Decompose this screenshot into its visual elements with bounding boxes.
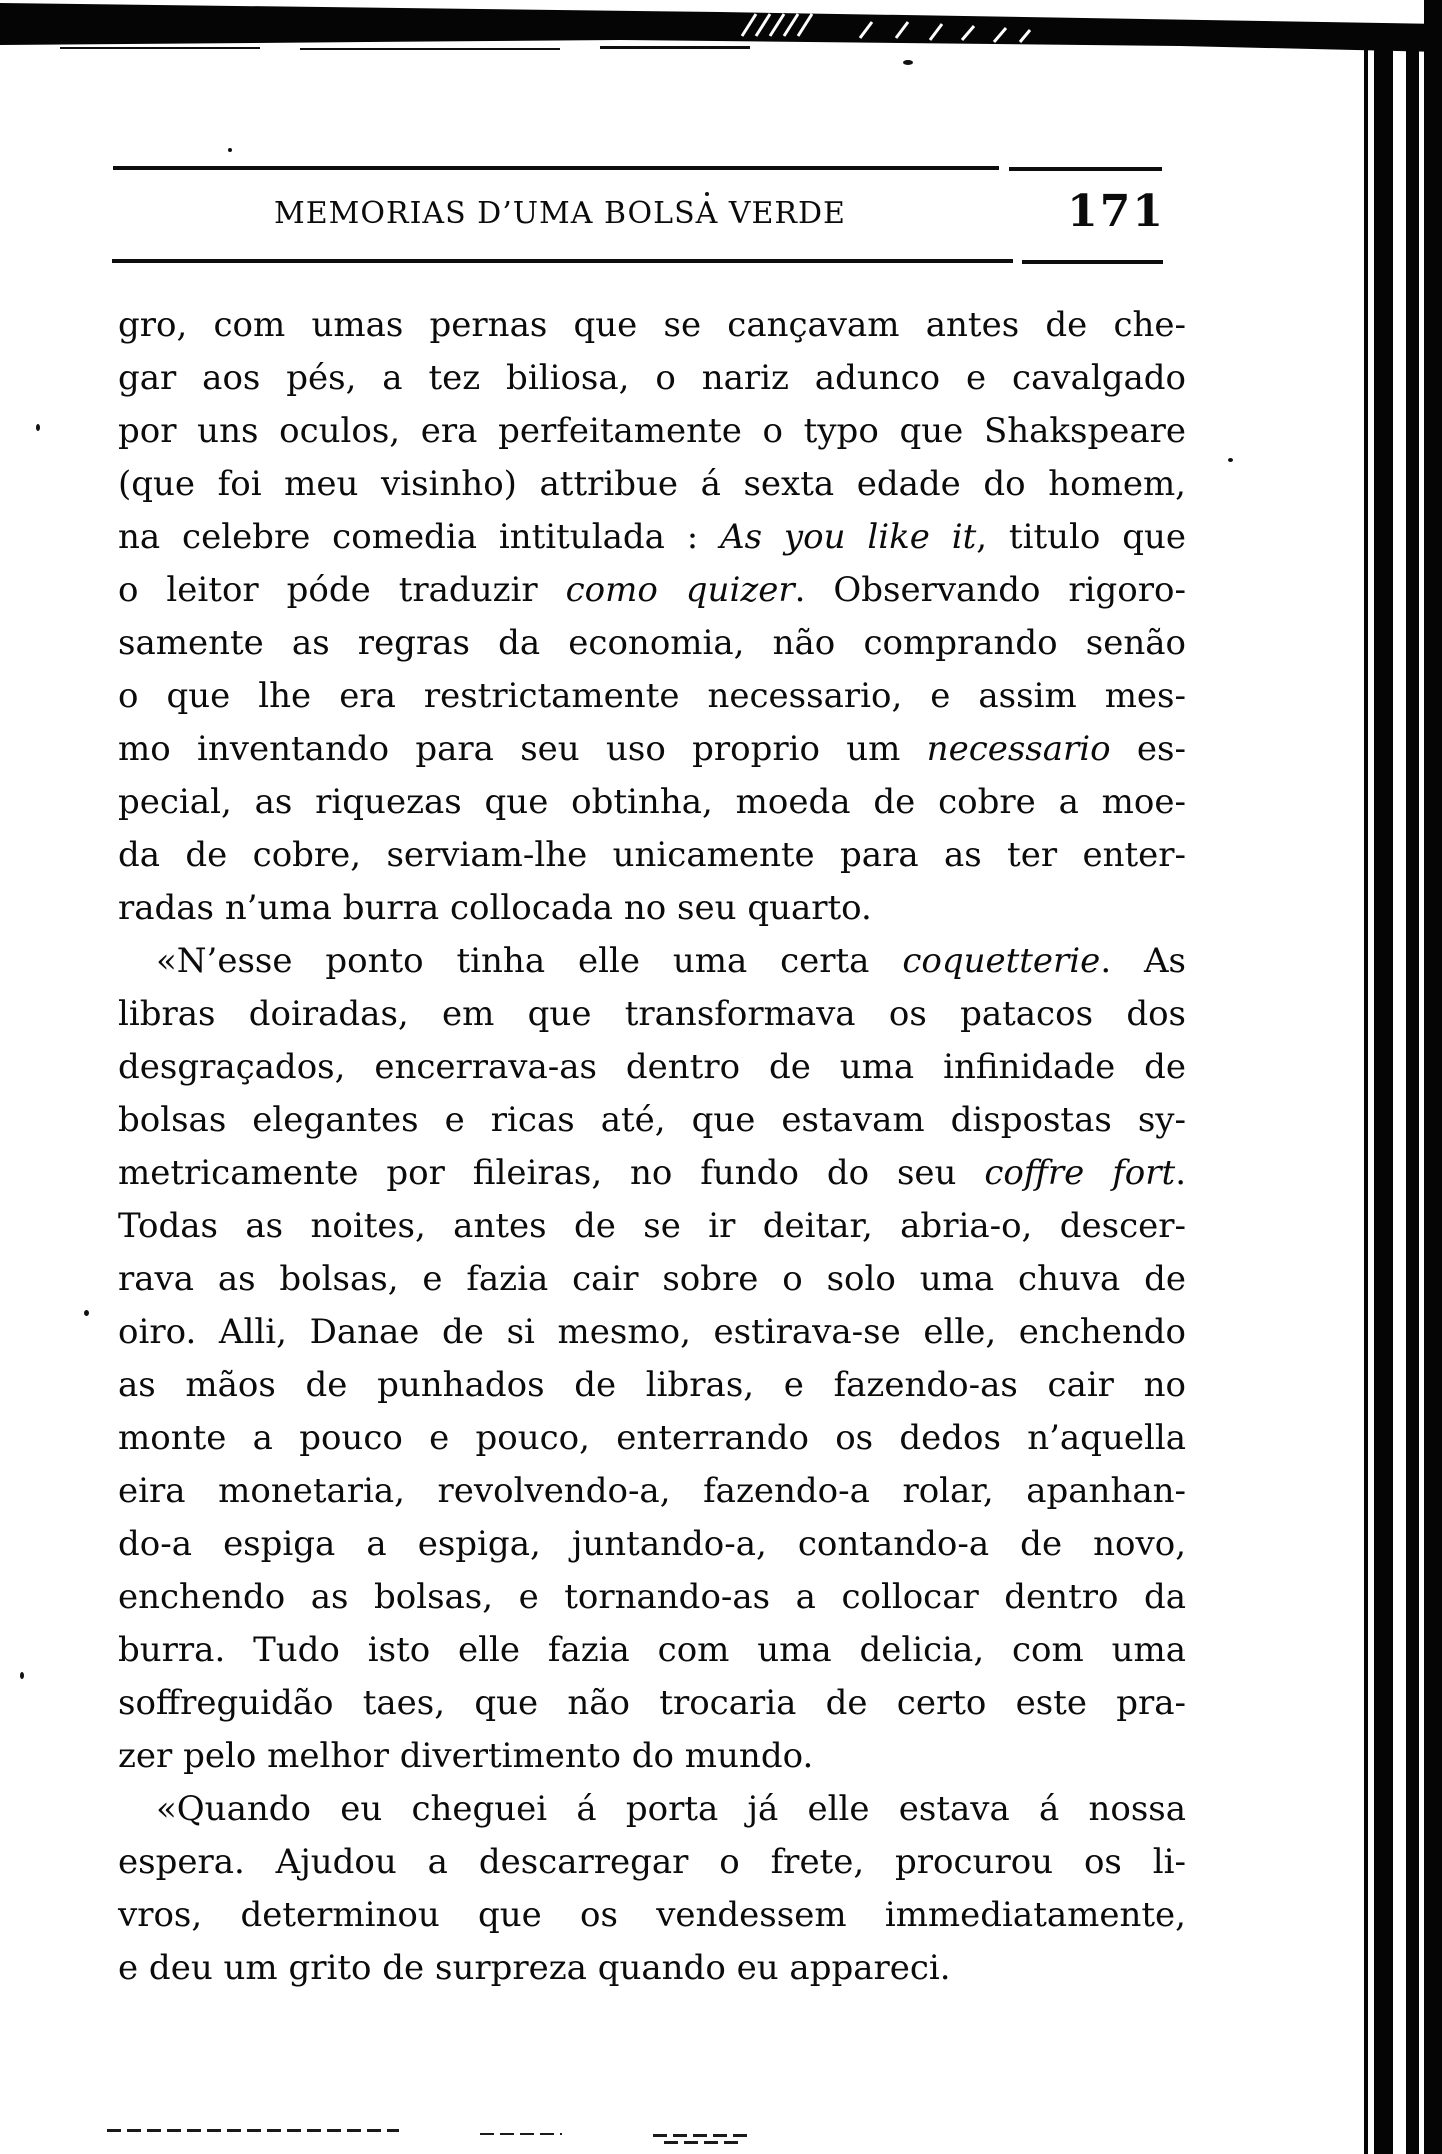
text-line: espera. Ajudou a descarregar o frete, procurou os li- xyxy=(118,1842,1186,1882)
text-line: enchendo as bolsas, e tornando-as a collocar dentro da xyxy=(118,1577,1186,1617)
binding-stripe xyxy=(1406,26,1419,2154)
text-line: pecial, as riquezas que obtinha, moeda de cobre a moe- xyxy=(118,782,1186,822)
scan-speck xyxy=(36,424,40,431)
text-line: libras doiradas, em que transformava os patacos dos xyxy=(118,994,1186,1034)
binding-stripe xyxy=(1374,32,1393,2154)
scan-speck xyxy=(705,192,709,196)
text-line: metricamente por fileiras, no fundo do seu coffre fort. xyxy=(118,1153,1186,1193)
header-rule-bottom xyxy=(1022,260,1163,264)
text-line: do-a espiga a espiga, juntando-a, contando-a de novo, xyxy=(118,1524,1186,1564)
text-line: bolsas elegantes e ricas até, que estavam dispostas sy- xyxy=(118,1100,1186,1140)
text-line: «Quando eu cheguei á porta já elle estava á nossa xyxy=(156,1789,1186,1829)
scan-mark-bottom xyxy=(107,2129,399,2132)
running-title: MEMORIAS D’UMA BOLSA VERDE xyxy=(274,196,846,231)
scan-speck xyxy=(228,148,232,152)
binding-stripe xyxy=(1424,0,1442,2154)
header-rule-top xyxy=(113,166,999,170)
text-column xyxy=(118,299,1186,1995)
page-number: 171 xyxy=(1067,186,1165,237)
text-line: da de cobre, serviam-lhe unicamente para as ter enter- xyxy=(118,835,1186,875)
scan-speck xyxy=(1228,458,1233,462)
text-line: e deu um grito de surpreza quando eu appareci. xyxy=(118,1948,951,1988)
text-line: burra. Tudo isto elle fazia com uma delicia, com uma xyxy=(118,1630,1186,1670)
text-line: as mãos de punhados de libras, e fazendo-as cair no xyxy=(118,1365,1186,1405)
header-rule-top xyxy=(1009,167,1162,171)
scan-noise-top-band xyxy=(0,0,1442,64)
text-line: por uns oculos, era perfeitamente o typo que Shakspeare xyxy=(118,411,1186,451)
text-line: oiro. Alli, Danae de si mesmo, estirava-se elle, enchendo xyxy=(118,1312,1186,1352)
text-line: radas n’uma burra collocada no seu quarto. xyxy=(118,888,872,928)
text-line: vros, determinou que os vendessem immediatamente, xyxy=(118,1895,1186,1935)
text-line: gro, com umas pernas que se cançavam antes de che- xyxy=(118,305,1186,345)
text-line: desgraçados, encerrava-as dentro de uma infinidade de xyxy=(118,1047,1186,1087)
text-line: rava as bolsas, e fazia cair sobre o solo uma chuva de xyxy=(118,1259,1186,1299)
text-line: zer pelo melhor divertimento do mundo. xyxy=(118,1736,814,1776)
text-line: (que foi meu visinho) attribue á sexta edade do homem, xyxy=(118,464,1186,504)
header-rule-bottom xyxy=(112,259,1013,263)
text-line: samente as regras da economia, não comprando senão xyxy=(118,623,1186,663)
text-line: na celebre comedia intitulada : As you like it, titulo que xyxy=(118,517,1186,557)
text-line: monte a pouco e pouco, enterrando os dedos n’aquella xyxy=(118,1418,1186,1458)
scan-speck xyxy=(84,1310,89,1316)
text-line: mo inventando para seu uso proprio um necessario es- xyxy=(118,729,1186,769)
text-line: o que lhe era restrictamente necessario, e assim mes- xyxy=(118,676,1186,716)
scan-mark-bottom xyxy=(664,2141,744,2144)
scan-speck xyxy=(903,60,913,65)
text-line: «N’esse ponto tinha elle uma certa coquetterie. As xyxy=(156,941,1186,981)
binding-stripe xyxy=(1364,40,1368,2154)
text-line: eira monetaria, revolvendo-a, fazendo-a rolar, apanhan- xyxy=(118,1471,1186,1511)
text-line: Todas as noites, antes de se ir deitar, abria-o, descer- xyxy=(118,1206,1186,1246)
scan-mark-bottom xyxy=(653,2134,751,2137)
scan-speck xyxy=(20,1672,24,1679)
text-line: soffreguidão taes, que não trocaria de certo este pra- xyxy=(118,1683,1186,1723)
text-line: gar aos pés, a tez biliosa, o nariz adunco e cavalgado xyxy=(118,358,1186,398)
text-line: o leitor póde traduzir como quizer. Observando rigoro- xyxy=(118,570,1186,610)
scan-mark-bottom xyxy=(480,2133,562,2135)
